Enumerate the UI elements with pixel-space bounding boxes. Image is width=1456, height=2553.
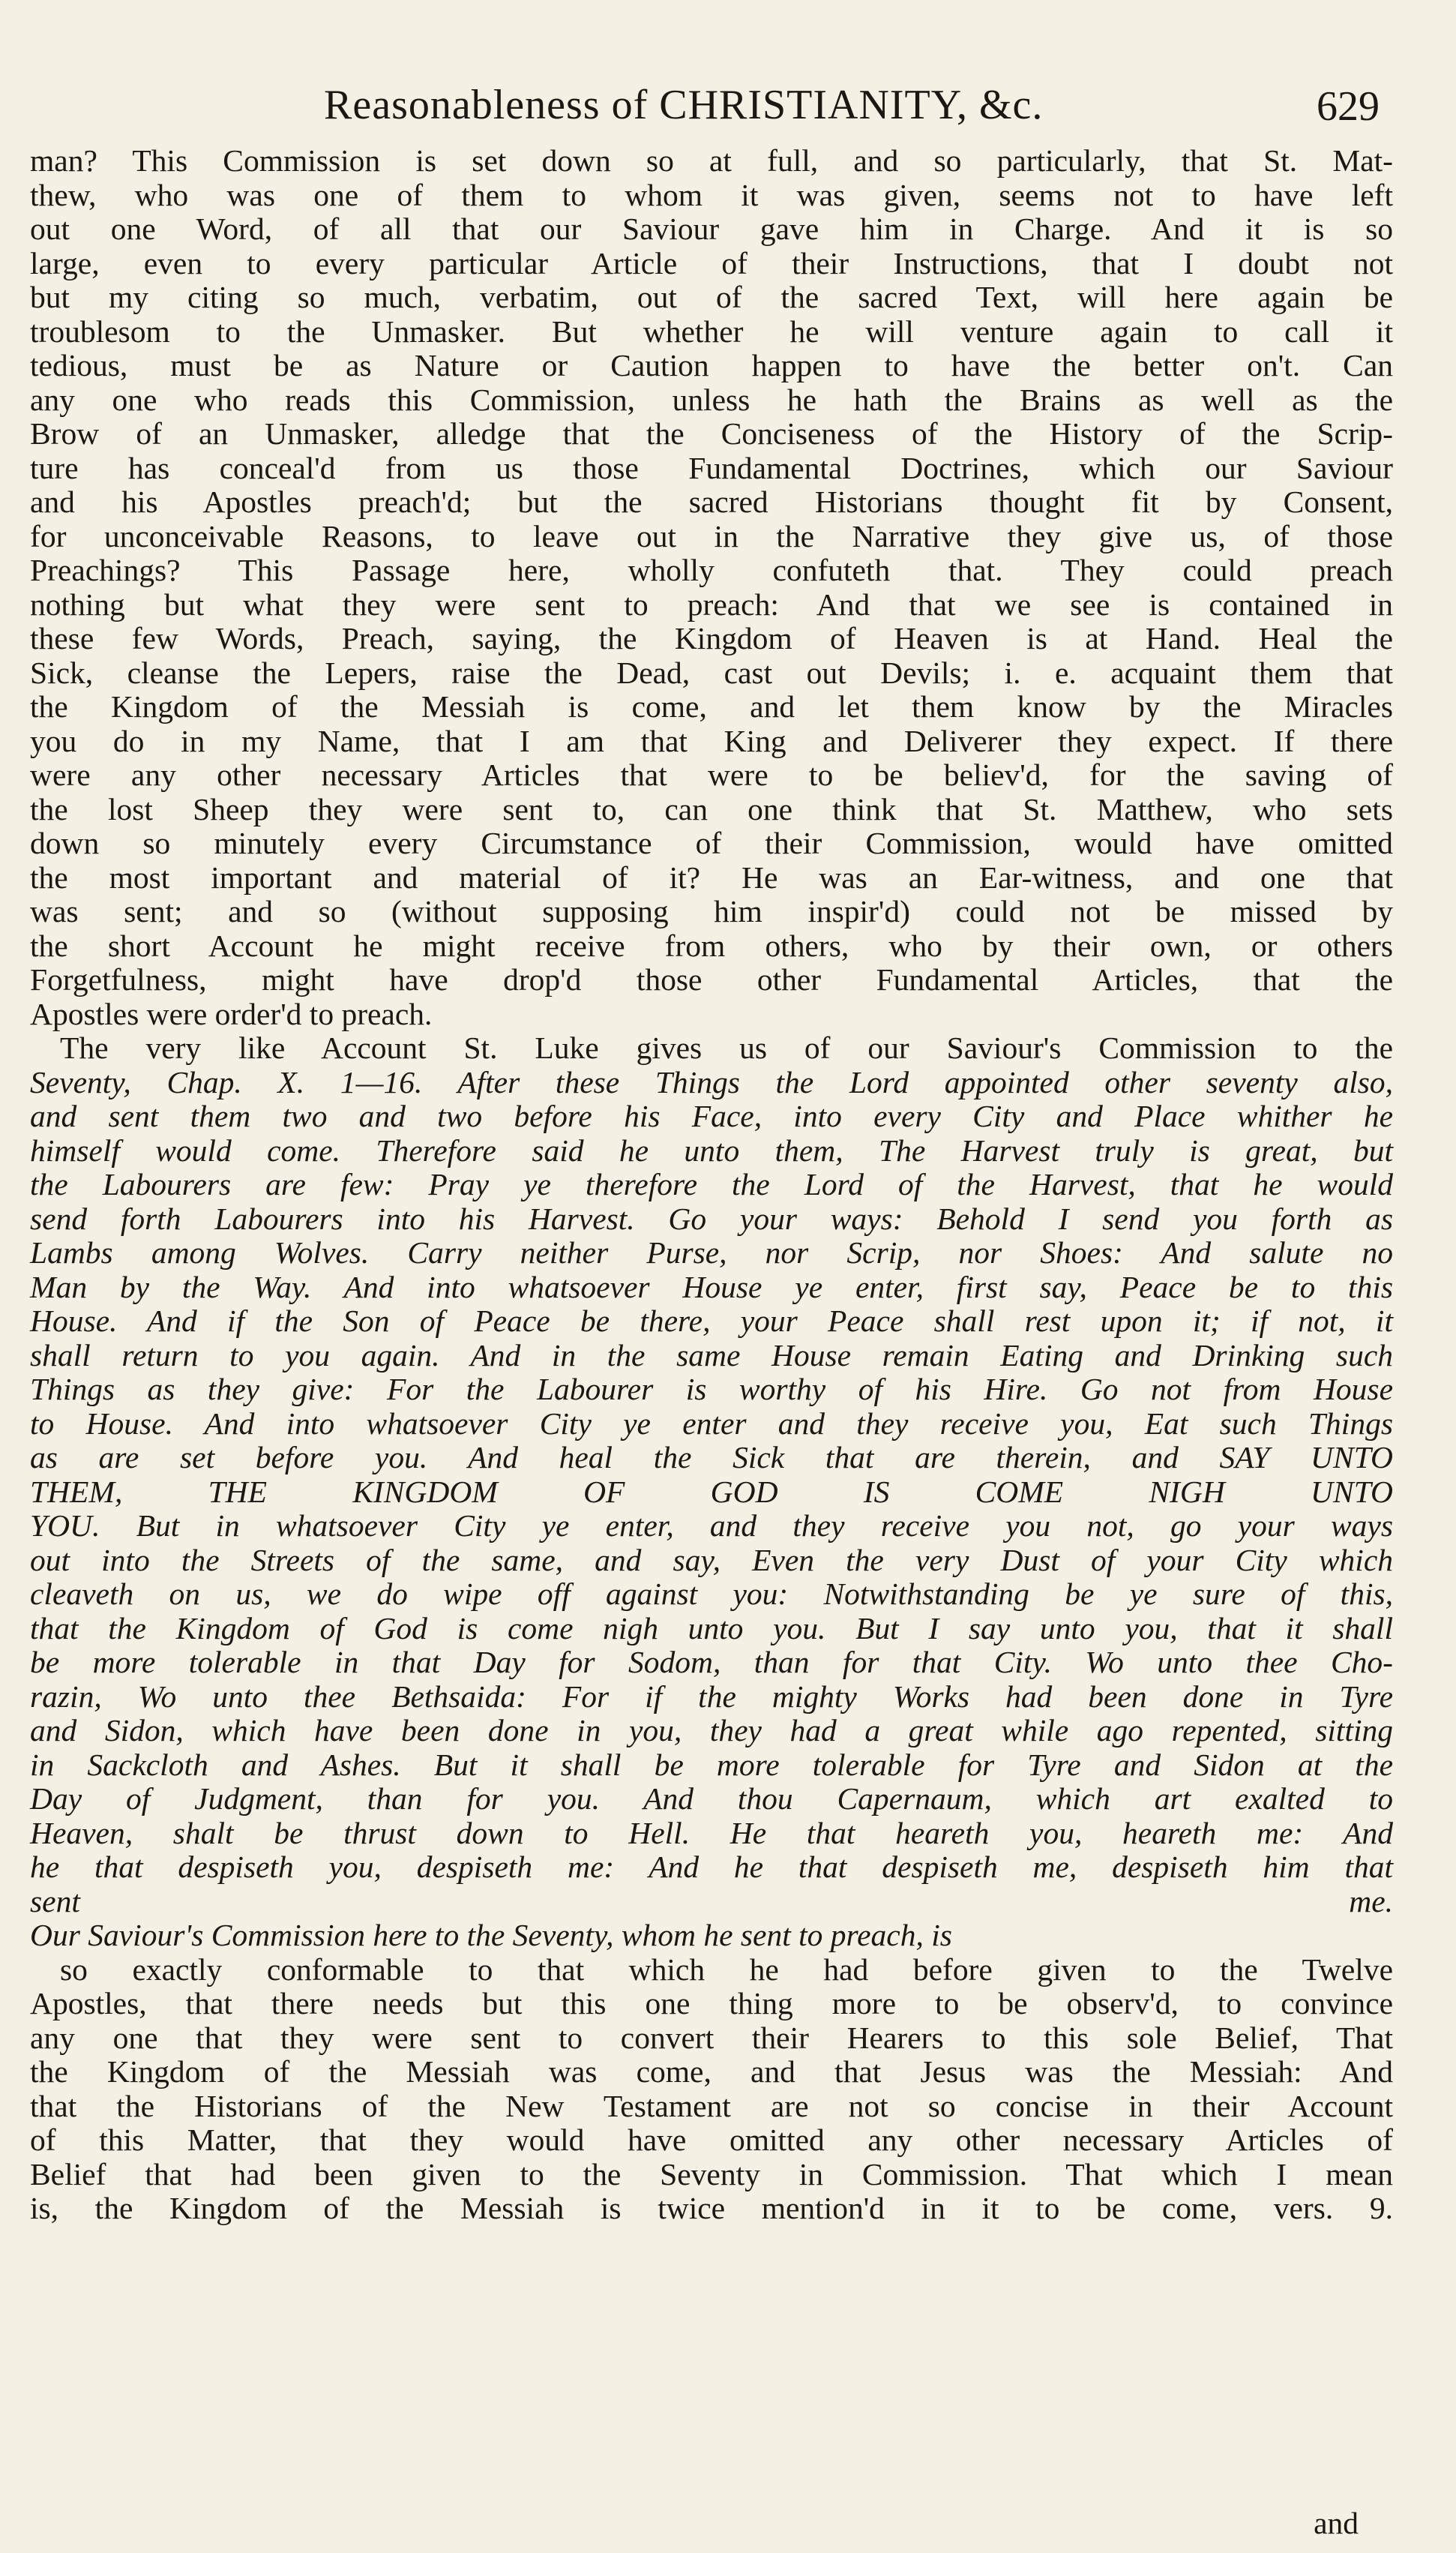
text-line: Preachings? This Passage here, wholly confuteth that. They could preach (30, 553, 1393, 587)
text-line: as are set before you. And heal the Sick that are therein, and SAY UNTO (30, 1440, 1393, 1474)
text-line: Sick, cleanse the Lepers, raise the Dead, cast out Devils; i. e. acquaint them that (30, 655, 1393, 690)
text-line: man? This Commission is set down so at full, and so particularly, that St. Mat- (30, 143, 1393, 178)
running-head (69, 81, 1387, 138)
text-line: Forgetfulness, might have drop'd those other Fundamental Articles, that the (30, 962, 1393, 997)
text-line: in Sackcloth and Ashes. But it shall be more tolerable for Tyre and Sidon at the (30, 1747, 1393, 1782)
catchword: and (1314, 2506, 1359, 2540)
text-line: himself would come. Therefore said he unto them, The Harvest truly is great, but (30, 1132, 1393, 1168)
text-line: Belief that had been given to the Seventy in Commission. That which I mean (30, 2156, 1393, 2192)
text-line: YOU. But in whatsoever City ye enter, and they receive you not, go your ways (30, 1508, 1393, 1543)
text-line: of this Matter, that they would have omitted any other necessary Articles of (30, 2122, 1393, 2157)
text-line: was sent; and so (without supposing him inspir'd) could not be missed by (30, 894, 1393, 928)
text-line: large, even to every particular Article of their Instructions, that I doubt not (30, 245, 1393, 280)
text-line: House. And if the Son of Peace be there, your Peace shall rest upon it; if not, it (30, 1304, 1393, 1338)
text-line: the Kingdom of the Messiah was come, and that Jesus was the Messiah: And (30, 2054, 1393, 2089)
text-line: Apostles were order'd to preach. (30, 996, 433, 1031)
body-text (30, 144, 1393, 2226)
text-line: cleaveth on us, we do wipe off against you: Notwithstanding be ye sure of this, (30, 1576, 1393, 1611)
text-line: THEM, THE KINGDOM OF GOD IS COME NIGH UNTO (30, 1474, 1393, 1509)
text-line: for unconceivable Reasons, to leave out in the Narrative they give us, of those (30, 518, 1393, 554)
text-line: be more tolerable in that Day for Sodom, than for that City. Wo unto thee Cho- (30, 1645, 1393, 1679)
text-line: were any other necessary Articles that were to be believ'd, for the saving of (30, 758, 1393, 792)
text-line: and sent them two and two before his Face, into every City and Place whither he (30, 1099, 1393, 1133)
text-line: Apostles, that there needs but this one thing more to be observ'd, to convince (30, 1986, 1393, 2020)
text-line: Lambs among Wolves. Carry neither Purse, nor Scrip, nor Shoes: And salute no (30, 1235, 1393, 1270)
text-line: to House. And into whatsoever City ye enter and they receive you, Eat such Things (30, 1406, 1393, 1441)
text-line: Heaven, shalt be thrust down to Hell. He that heareth you, heareth me: And (30, 1815, 1393, 1850)
text-line: the most important and material of it? He was an Ear-witness, and one that (30, 860, 1393, 895)
page-number: 629 (1317, 83, 1380, 130)
text-line: Seventy, Chap. X. 1—16. After these Things the Lord appointed other seventy also, (30, 1064, 1393, 1100)
text-line: troublesom to the Unmasker. But whether he will venture again to call it (30, 314, 1393, 349)
text-line: send forth Labourers into his Harvest. Go your ways: Behold I send you forth as (30, 1201, 1393, 1236)
text-line: Our Saviour's Commission here to the Seventy, whom he sent to preach, is (30, 1918, 952, 1952)
text-line: The very like Account St. Luke gives us of our Saviour's Commission to the (60, 1030, 1393, 1065)
text-line: out into the Streets of the same, and say, Even the very Dust of your City which (30, 1542, 1393, 1577)
text-line: and his Apostles preach'd; but the sacred Historians thought fit by Consent, (30, 484, 1393, 519)
running-head-title: Reasonableness of CHRISTIANITY, &c. (324, 82, 1044, 128)
text-line: the lost Sheep they were sent to, can one think that St. Matthew, who sets (30, 791, 1393, 826)
text-line: you do in my Name, that I am that King and Deliverer they expect. If there (30, 723, 1393, 758)
text-line: that the Kingdom of God is come nigh unto you. But I say unto you, that it shall (30, 1610, 1393, 1646)
text-line: down so minutely every Circumstance of their Commission, would have omitted (30, 826, 1393, 860)
text-line: nothing but what they were sent to preach: And that we see is contained in (30, 586, 1393, 622)
text-line: thew, who was one of them to whom it was given, seems not to have left (30, 177, 1393, 212)
text-line: these few Words, Preach, saying, the Kingdom of Heaven is at Hand. Heal the (30, 621, 1393, 656)
text-line: razin, Wo unto thee Bethsaida: For if the mighty Works had been done in Tyre (30, 1678, 1393, 1714)
text-line: Things as they give: For the Labourer is worthy of his Hire. Go not from House (30, 1372, 1393, 1406)
text-line: tedious, must be as Nature or Caution happen to have the better on't. Can (30, 348, 1393, 382)
text-line: sent me. (30, 1883, 1393, 1918)
text-line: shall return to you again. And in the same House remain Eating and Drinking such (30, 1337, 1393, 1372)
text-line: the short Account he might receive from others, who by their own, or others (30, 928, 1393, 963)
text-line: ture has conceal'd from us those Fundamental Doctrines, which our Saviour (30, 450, 1393, 485)
text-line: is, the Kingdom of the Messiah is twice mention'd in it to be come, vers. 9. (30, 2191, 1393, 2225)
text-line: the Kingdom of the Messiah is come, and let them know by the Miracles (30, 689, 1393, 724)
text-line: Brow of an Unmasker, alledge that the Conciseness of the History of the Scrip- (30, 416, 1393, 451)
text-line: any one that they were sent to convert their Hearers to this sole Belief, That (30, 2020, 1393, 2055)
text-line: Day of Judgment, than for you. And thou Capernaum, which art exalted to (30, 1781, 1393, 1816)
text-line: he that despiseth you, despiseth me: And he that despiseth me, despiseth him that (30, 1850, 1393, 1884)
text-line: that the Historians of the New Testament are not so concise in their Account (30, 2088, 1393, 2123)
text-line: so exactly conformable to that which he had before given to the Twelve (60, 1952, 1393, 1987)
text-line: Man by the Way. And into whatsoever House ye enter, first say, Peace be to this (30, 1269, 1393, 1304)
text-line: the Labourers are few: Pray ye therefore the Lord of the Harvest, that he would (30, 1167, 1393, 1202)
text-line: and Sidon, which have been done in you, they had a great while ago repented, sitting (30, 1713, 1393, 1748)
text-line: any one who reads this Commission, unless he hath the Brains as well as the (30, 382, 1393, 417)
text-line: out one Word, of all that our Saviour gave him in Charge. And it is so (30, 212, 1393, 246)
text-line: but my citing so much, verbatim, out of the sacred Text, will here again be (30, 280, 1393, 314)
